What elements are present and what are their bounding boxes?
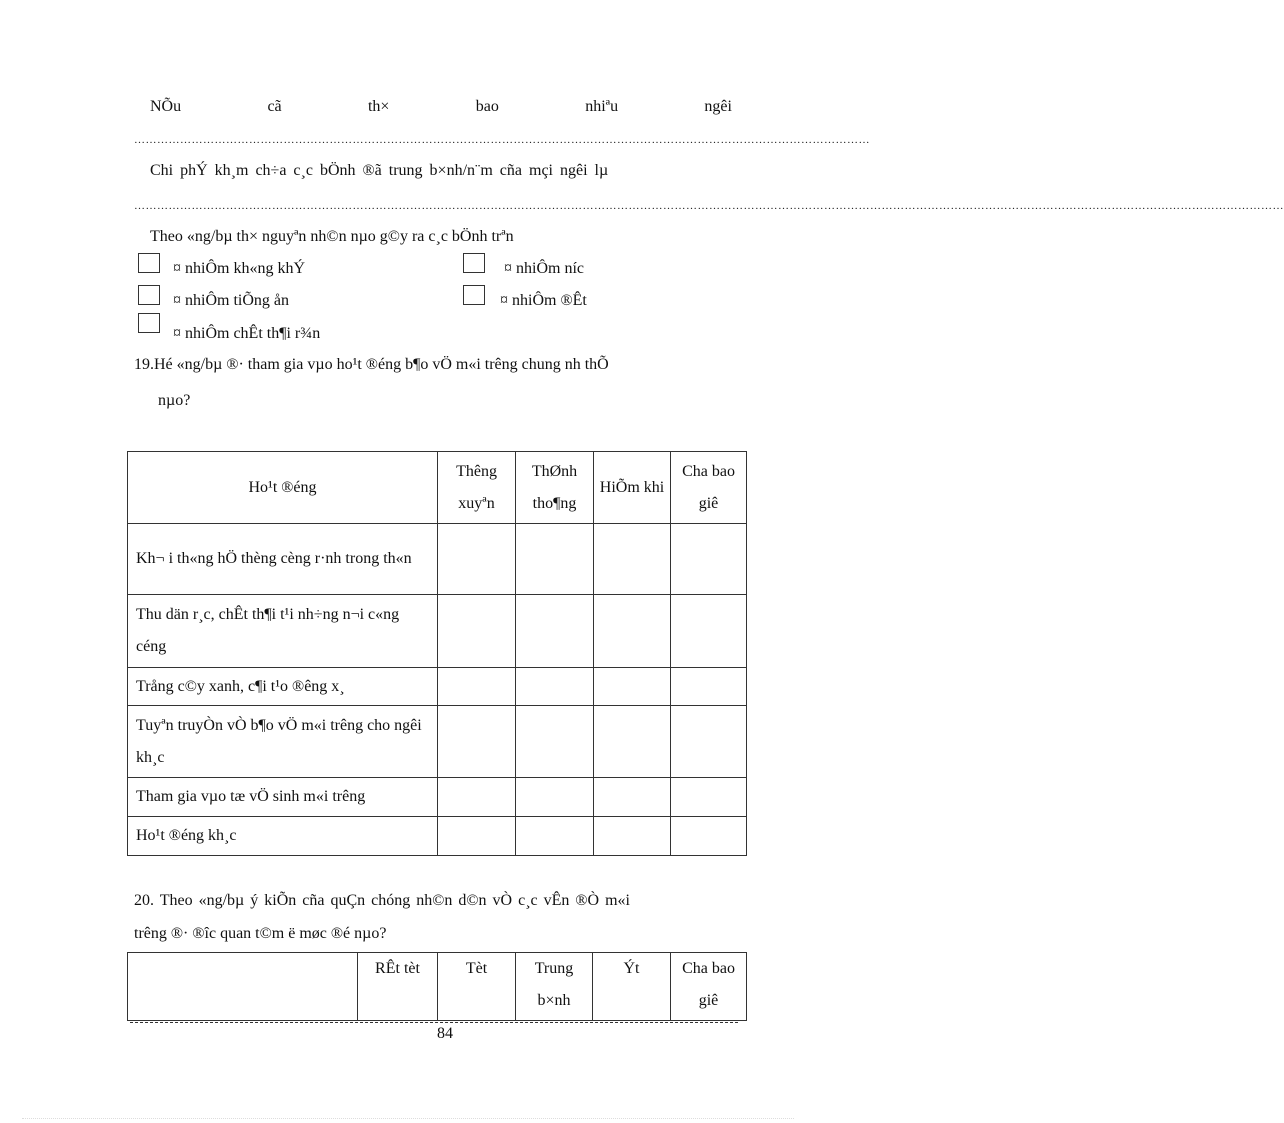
column-header: Ýt [593,953,671,1021]
column-header: Tèt [438,953,516,1021]
table-row [128,706,747,778]
activity-label: Trång c©y xanh, c¶i t¹o ®êng x¸ [128,668,438,706]
column-header: Trung b×nh [516,953,593,1021]
answer-cell[interactable] [671,668,747,706]
answer-cell[interactable] [516,595,594,668]
word: bao [475,98,499,115]
column-header: Cha bao giê [671,953,747,1021]
answer-cell[interactable] [516,778,594,817]
option-label: ¤ nhiÔm kh«ng khÝ [173,260,305,277]
answer-cell[interactable] [671,817,747,856]
option-label: ¤ nhiÔm níc [504,260,584,277]
word: nhiªu [585,98,619,115]
answer-cell[interactable] [594,778,671,817]
answer-cell[interactable] [438,706,516,778]
answer-cell[interactable] [516,668,594,706]
column-header: RÊt tèt [358,953,438,1021]
checkbox[interactable] [463,285,485,305]
question-20-cont: trêng ®· ®îc quan t©m ë møc ®é nµo? [134,925,387,942]
table-row [128,595,747,668]
page-number: 84 [437,1025,453,1042]
answer-cell[interactable] [671,524,747,595]
table-header-row [128,452,747,524]
word: ngêi [704,98,732,115]
answer-cell[interactable] [594,706,671,778]
table-row [128,778,747,817]
cost-question: Chi phÝ kh¸m ch÷a c¸c bÖnh ®ã trung b×nh/n¨m cña mçi ngêi lµ [150,162,609,179]
word: cã [267,98,282,115]
household-count-question [150,98,732,116]
footer-divider [130,1022,738,1023]
table-row [128,817,747,856]
answer-dots-line: ………………………………………………………………………………………………………………………………………………………………………… [134,134,870,146]
cause-question: Theo «ng/bµ th× nguyªn nh©n nµo g©y ra c¸c bÖnh trªn [150,228,514,245]
question-19: 19.Hé «ng/bµ ®· tham gia vµo ho¹t ®éng b¶o vÖ m«i trêng chung nh thÕ [134,356,609,373]
answer-cell[interactable] [438,524,516,595]
word: th× [367,98,390,115]
table-row [128,524,747,595]
checkbox[interactable] [463,253,485,273]
question-19-cont: nµo? [158,392,191,409]
option-label: ¤ nhiÔm chÊt th¶i r¾n [173,325,321,342]
answer-cell[interactable] [671,778,747,817]
opinion-table [127,952,747,1021]
column-header: Ho¹t ®éng [128,452,438,524]
checkbox[interactable] [138,313,160,333]
table-header-row [128,953,747,1021]
answer-cell[interactable] [516,817,594,856]
option-label: ¤ nhiÔm tiÕng ån [173,292,289,309]
answer-cell[interactable] [594,595,671,668]
column-header: Cha bao giê [671,452,747,524]
page-bottom-rule [22,1118,794,1119]
answer-cell[interactable] [438,817,516,856]
checkbox[interactable] [138,285,160,305]
answer-cell[interactable] [516,706,594,778]
activity-label: Tuyªn truyÒn vÒ b¶o vÖ m«i trêng cho ngêi kh¸c [128,706,438,778]
answer-cell[interactable] [438,778,516,817]
activity-label: Tham gia vµo tæ vÖ sinh m«i trêng [128,778,438,817]
answer-cell[interactable] [438,595,516,668]
column-header: Thêng xuyªn [438,452,516,524]
answer-dots-line: ………………………………………………………………………………………………………………………………………………………………………………………………………………………………………………………………………… [134,200,1284,212]
answer-cell[interactable] [516,524,594,595]
table-row [128,668,747,706]
question-20: 20. Theo «ng/bµ ý kiÕn cña quÇn chóng nh©n d©n vÒ c¸c vÊn ®Ò m«i [134,892,630,909]
activity-label: Ho¹t ®éng kh¸c [128,817,438,856]
column-header: ThØnh tho¶ng [516,452,594,524]
answer-cell[interactable] [594,524,671,595]
answer-cell[interactable] [671,595,747,668]
column-header: HiÕm khi [594,452,671,524]
answer-cell[interactable] [671,706,747,778]
activity-label: Thu dän r¸c, chÊt th¶i t¹i nh÷ng n¬i c«ng céng [128,595,438,668]
answer-cell[interactable] [438,668,516,706]
word: NÕu [150,98,182,115]
activity-label: Kh¬ i th«ng hÖ thèng cèng r·nh trong th«n [128,524,438,595]
option-label: ¤ nhiÔm ®Êt [500,292,587,309]
activity-table [127,451,747,856]
answer-cell[interactable] [594,817,671,856]
answer-cell[interactable] [594,668,671,706]
column-header [128,953,358,1021]
checkbox[interactable] [138,253,160,273]
